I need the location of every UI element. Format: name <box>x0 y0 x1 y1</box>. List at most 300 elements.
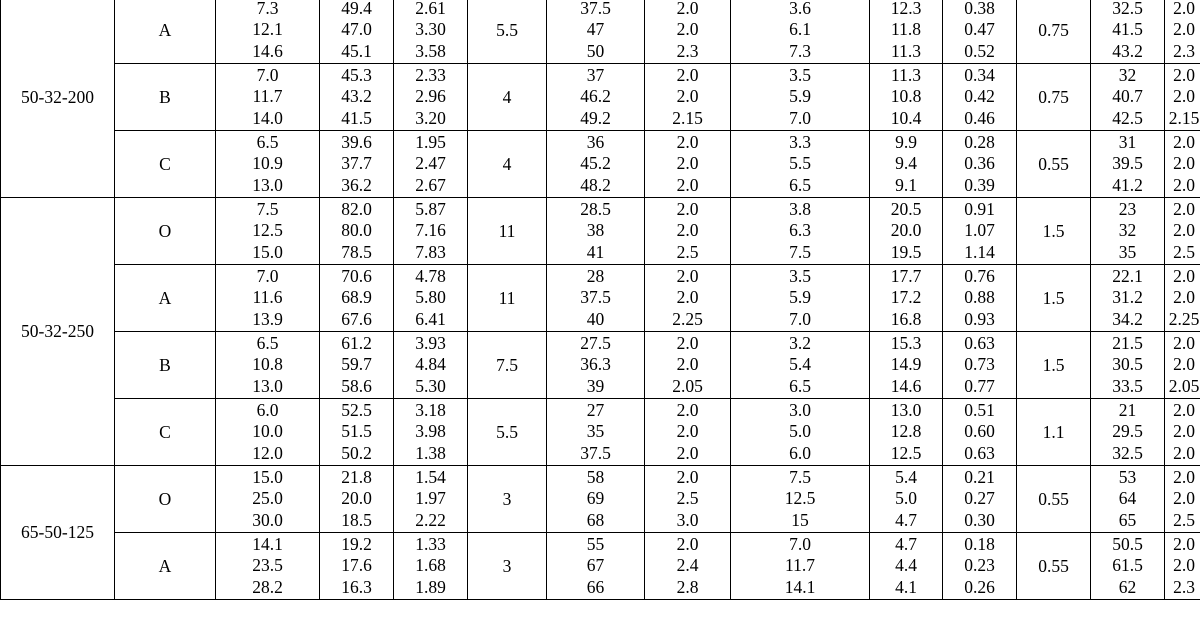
variant-cell: O <box>115 466 216 533</box>
value-stack <box>1091 65 1164 130</box>
value-line: 41.2 <box>1112 174 1143 195</box>
value-stack <box>1165 65 1200 130</box>
value-line: 0.34 <box>964 64 995 85</box>
value-line: 3.8 <box>789 198 811 219</box>
value-line: 5.5 <box>789 153 811 174</box>
value-stack <box>731 266 869 331</box>
value-stack-cell <box>547 533 645 600</box>
value-line: 50.2 <box>341 442 372 463</box>
table-row <box>1 131 1200 198</box>
value-stack <box>1165 467 1200 532</box>
value-line: 14.1 <box>252 533 283 554</box>
value-stack-cell <box>645 466 731 533</box>
value-line: 6.5 <box>789 174 811 195</box>
value-line: 65 <box>1118 509 1137 530</box>
value-line: 15.3 <box>890 332 922 353</box>
value-line: 2.33 <box>415 64 446 85</box>
value-line: 20.5 <box>890 198 922 219</box>
value-line: 2.0 <box>676 265 699 286</box>
value-line: 52.5 <box>341 399 372 420</box>
value-line: 7.5 <box>789 466 811 487</box>
value-stack-cell <box>320 131 394 198</box>
value-line: 2.0 <box>1173 466 1195 487</box>
value-stack-cell <box>320 466 394 533</box>
value-line: 0.76 <box>964 265 995 286</box>
value-line: 2.0 <box>1173 198 1195 219</box>
value-line: 5.4 <box>789 354 811 375</box>
value-stack <box>731 65 869 130</box>
value-stack-cell <box>943 332 1017 399</box>
value-line: 48.2 <box>580 174 611 195</box>
value-line: 0.93 <box>964 308 995 329</box>
value-line: 0.36 <box>964 153 995 174</box>
value-line: 9.4 <box>895 153 917 174</box>
value-line: 45.3 <box>341 64 372 85</box>
value-stack <box>216 0 319 62</box>
value-line: 3.20 <box>415 107 446 128</box>
value-line: 4.84 <box>415 354 446 375</box>
value-line: 1.38 <box>415 442 446 463</box>
value-line: 2.0 <box>676 86 699 107</box>
value-line: 7.0 <box>256 265 279 286</box>
value-stack-cell <box>1165 64 1200 131</box>
value-stack-cell <box>320 64 394 131</box>
value-stack <box>645 266 730 331</box>
value-stack-cell <box>645 64 731 131</box>
value-stack-cell <box>1091 64 1165 131</box>
value-line: 13.0 <box>252 375 283 396</box>
value-line: 3.2 <box>789 332 811 353</box>
value-line: 3.0 <box>676 509 699 530</box>
value-line: 3.5 <box>789 64 811 85</box>
value-stack <box>547 65 644 130</box>
value-line: 2.0 <box>1173 86 1195 107</box>
value-stack <box>943 534 1016 599</box>
value-stack-cell <box>943 198 1017 265</box>
value-stack <box>1165 400 1200 465</box>
value-stack-cell <box>394 0 468 64</box>
value-stack <box>645 0 730 62</box>
value-stack <box>1091 199 1164 264</box>
value-stack-cell <box>547 332 645 399</box>
value-line: 68.9 <box>341 287 372 308</box>
value-line: 58.6 <box>341 375 372 396</box>
value-stack <box>394 467 467 532</box>
value-line: 0.23 <box>964 555 995 576</box>
value-line: 2.0 <box>676 198 699 219</box>
value-stack <box>320 333 393 398</box>
value-stack <box>1165 0 1200 62</box>
value-line: 2.3 <box>1173 576 1195 597</box>
value-line: 2.0 <box>676 153 699 174</box>
value-line: 43.2 <box>341 86 372 107</box>
value-stack-cell <box>394 399 468 466</box>
value-stack-cell <box>731 64 870 131</box>
table-row <box>1 466 1200 533</box>
value-stack <box>394 132 467 197</box>
value-line: 10.0 <box>252 421 283 442</box>
value-line: 2.0 <box>676 442 699 463</box>
value-stack-cell <box>1091 131 1165 198</box>
value-line: 45.2 <box>580 153 611 174</box>
value-line: 9.9 <box>895 131 917 152</box>
value-line: 70.6 <box>341 265 372 286</box>
value-stack-cell <box>320 399 394 466</box>
value-line: 12.5 <box>784 488 816 509</box>
value-line: 0.60 <box>964 421 995 442</box>
value-line: 68 <box>586 509 605 530</box>
single-value-cell: 1.5 <box>1017 332 1091 399</box>
value-line: 67.6 <box>341 308 372 329</box>
value-line: 2.15 <box>672 107 703 128</box>
value-line: 37.5 <box>580 442 611 463</box>
value-line: 16.8 <box>890 308 922 329</box>
value-stack <box>645 65 730 130</box>
value-line: 2.0 <box>1173 399 1195 420</box>
value-stack-cell <box>1091 399 1165 466</box>
value-line: 33.5 <box>1112 375 1143 396</box>
value-line: 7.5 <box>256 198 279 219</box>
value-stack <box>320 132 393 197</box>
value-line: 2.8 <box>676 576 699 597</box>
value-line: 2.0 <box>676 466 699 487</box>
value-stack <box>394 534 467 599</box>
value-stack <box>1091 266 1164 331</box>
value-stack <box>1091 333 1164 398</box>
value-line: 78.5 <box>341 241 372 262</box>
value-line: 27 <box>586 399 605 420</box>
value-line: 2.0 <box>1173 555 1195 576</box>
value-stack-cell <box>216 265 320 332</box>
value-stack <box>216 400 319 465</box>
value-line: 32 <box>1118 220 1137 241</box>
value-line: 21.8 <box>341 466 372 487</box>
value-line: 0.46 <box>964 107 995 128</box>
value-line: 7.0 <box>789 107 811 128</box>
value-line: 2.3 <box>1173 40 1195 61</box>
value-line: 2.61 <box>415 0 446 18</box>
value-line: 11.7 <box>785 555 815 576</box>
value-line: 61.2 <box>341 332 372 353</box>
value-line: 39 <box>586 375 605 396</box>
value-line: 20.0 <box>890 220 922 241</box>
value-stack <box>943 199 1016 264</box>
value-line: 2.0 <box>676 19 699 40</box>
value-line: 0.38 <box>964 0 995 18</box>
value-stack-cell <box>870 332 943 399</box>
value-line: 6.1 <box>789 19 811 40</box>
value-line: 0.63 <box>964 332 995 353</box>
value-line: 0.51 <box>964 399 995 420</box>
single-value-cell: 1.5 <box>1017 198 1091 265</box>
value-line: 30.5 <box>1112 354 1143 375</box>
value-stack <box>1165 534 1200 599</box>
value-line: 10.4 <box>890 107 922 128</box>
value-line: 69 <box>586 488 605 509</box>
value-line: 34.2 <box>1112 308 1143 329</box>
value-line: 6.0 <box>789 442 811 463</box>
value-line: 32 <box>1118 64 1137 85</box>
value-line: 2.96 <box>415 86 446 107</box>
value-stack <box>320 467 393 532</box>
value-line: 9.1 <box>895 174 917 195</box>
single-value-cell: 3 <box>468 466 547 533</box>
value-stack-cell <box>1091 533 1165 600</box>
value-line: 7.16 <box>415 220 446 241</box>
value-stack <box>320 65 393 130</box>
value-line: 14.9 <box>890 354 922 375</box>
value-stack-cell <box>870 64 943 131</box>
value-line: 12.3 <box>890 0 922 18</box>
value-line: 12.8 <box>890 421 922 442</box>
value-line: 62 <box>1118 576 1137 597</box>
value-stack <box>216 467 319 532</box>
value-line: 51.5 <box>341 421 372 442</box>
value-stack <box>1165 199 1200 264</box>
value-line: 3.93 <box>415 332 446 353</box>
value-stack <box>1165 266 1200 331</box>
single-value-cell: 11 <box>468 265 547 332</box>
value-stack <box>943 400 1016 465</box>
value-line: 17.7 <box>890 265 922 286</box>
value-line: 2.5 <box>676 488 699 509</box>
value-line: 31 <box>1118 131 1137 152</box>
value-line: 0.18 <box>964 533 995 554</box>
value-line: 12.0 <box>252 442 283 463</box>
value-stack-cell <box>943 64 1017 131</box>
value-line: 7.5 <box>789 241 811 262</box>
value-stack <box>547 132 644 197</box>
single-value-cell: 0.55 <box>1017 533 1091 600</box>
value-line: 1.33 <box>415 533 446 554</box>
value-stack-cell <box>547 399 645 466</box>
value-line: 25.0 <box>252 488 283 509</box>
value-line: 37.5 <box>580 0 611 18</box>
value-stack-cell <box>1165 131 1200 198</box>
value-stack-cell <box>1165 466 1200 533</box>
single-value-cell: 3 <box>468 533 547 600</box>
value-line: 2.5 <box>1173 509 1195 530</box>
value-line: 67 <box>586 555 605 576</box>
value-stack <box>394 333 467 398</box>
value-line: 23.5 <box>252 555 283 576</box>
value-stack <box>645 534 730 599</box>
value-stack-cell <box>870 399 943 466</box>
variant-cell: A <box>115 533 216 600</box>
value-line: 10.8 <box>890 86 922 107</box>
value-line: 7.83 <box>415 241 446 262</box>
value-stack-cell <box>1091 265 1165 332</box>
value-line: 0.28 <box>964 131 995 152</box>
value-line: 4.7 <box>895 533 917 554</box>
value-stack <box>547 266 644 331</box>
value-stack-cell <box>1091 198 1165 265</box>
value-line: 0.63 <box>964 442 995 463</box>
value-line: 14.6 <box>252 40 283 61</box>
value-stack-cell <box>394 332 468 399</box>
value-line: 0.30 <box>964 509 995 530</box>
value-line: 49.4 <box>341 0 372 18</box>
value-stack <box>216 266 319 331</box>
value-line: 3.98 <box>415 421 446 442</box>
value-line: 18.5 <box>341 509 372 530</box>
value-line: 17.2 <box>890 287 922 308</box>
value-line: 36.3 <box>580 354 611 375</box>
single-value-cell: 4 <box>468 64 547 131</box>
value-line: 27.5 <box>580 332 611 353</box>
value-line: 3.5 <box>789 265 811 286</box>
value-line: 21 <box>1118 399 1137 420</box>
value-line: 2.0 <box>676 421 699 442</box>
value-stack-cell <box>731 399 870 466</box>
value-line: 28.2 <box>252 576 283 597</box>
single-value-cell: 7.5 <box>468 332 547 399</box>
value-stack-cell <box>645 198 731 265</box>
value-stack <box>731 467 869 532</box>
value-stack-cell <box>1165 332 1200 399</box>
value-line: 2.0 <box>1173 0 1195 18</box>
value-stack-cell <box>731 131 870 198</box>
value-line: 28.5 <box>580 198 611 219</box>
value-stack-cell <box>547 131 645 198</box>
value-line: 13.0 <box>252 174 283 195</box>
value-stack <box>216 65 319 130</box>
value-stack <box>547 0 644 62</box>
value-line: 5.80 <box>415 287 446 308</box>
value-line: 35 <box>1118 241 1137 262</box>
value-stack-cell <box>216 399 320 466</box>
value-stack <box>216 333 319 398</box>
value-line: 0.27 <box>964 488 995 509</box>
single-value-cell: 1.5 <box>1017 265 1091 332</box>
value-stack-cell <box>645 265 731 332</box>
value-line: 2.5 <box>1173 241 1195 262</box>
value-line: 35 <box>586 421 605 442</box>
value-line: 5.4 <box>895 466 917 487</box>
value-stack-cell <box>320 533 394 600</box>
value-stack-cell <box>870 533 943 600</box>
variant-cell: B <box>115 332 216 399</box>
value-line: 2.0 <box>676 131 699 152</box>
value-stack-cell <box>216 466 320 533</box>
single-value-cell: 5.5 <box>468 399 547 466</box>
value-stack-cell <box>645 0 731 64</box>
value-line: 0.39 <box>964 174 995 195</box>
value-line: 55 <box>586 533 605 554</box>
value-stack <box>943 65 1016 130</box>
value-stack <box>870 333 942 398</box>
value-line: 11.3 <box>891 40 921 61</box>
value-stack <box>870 534 942 599</box>
table-row <box>1 198 1200 265</box>
value-line: 37.7 <box>341 153 372 174</box>
table-row <box>1 265 1200 332</box>
value-line: 2.0 <box>1173 287 1195 308</box>
value-stack <box>1091 534 1164 599</box>
value-stack-cell <box>731 533 870 600</box>
value-line: 2.0 <box>676 64 699 85</box>
value-line: 46.2 <box>580 86 611 107</box>
value-stack <box>870 0 942 62</box>
value-line: 3.30 <box>415 19 446 40</box>
value-line: 40 <box>586 308 605 329</box>
value-line: 5.0 <box>789 421 811 442</box>
model-cell: 65-50-125 <box>1 466 115 600</box>
value-line: 2.05 <box>672 375 703 396</box>
value-stack-cell <box>216 64 320 131</box>
value-line: 2.0 <box>1173 332 1195 353</box>
value-line: 14.1 <box>784 576 816 597</box>
value-line: 37 <box>586 64 605 85</box>
value-line: 23 <box>1118 198 1137 219</box>
value-line: 3.3 <box>789 131 811 152</box>
value-stack <box>1091 132 1164 197</box>
value-line: 2.67 <box>415 174 446 195</box>
value-line: 2.5 <box>676 241 699 262</box>
value-stack <box>1165 333 1200 398</box>
value-line: 2.0 <box>676 174 699 195</box>
model-cell: 50-32-250 <box>1 198 115 466</box>
value-line: 47.0 <box>341 19 372 40</box>
value-line: 2.0 <box>1173 19 1195 40</box>
value-stack-cell <box>320 198 394 265</box>
value-line: 2.0 <box>1173 442 1195 463</box>
value-line: 49.2 <box>580 107 611 128</box>
single-value-cell: 4 <box>468 131 547 198</box>
value-line: 5.30 <box>415 375 446 396</box>
value-stack-cell <box>1165 198 1200 265</box>
single-value-cell: 1.1 <box>1017 399 1091 466</box>
value-line: 1.95 <box>415 131 446 152</box>
value-stack-cell <box>870 131 943 198</box>
value-line: 7.0 <box>789 533 811 554</box>
value-stack <box>870 266 942 331</box>
value-stack <box>1091 0 1164 62</box>
value-line: 66 <box>586 576 605 597</box>
value-line: 1.07 <box>964 220 995 241</box>
value-line: 41.5 <box>341 107 372 128</box>
value-line: 1.14 <box>964 241 995 262</box>
value-stack <box>216 199 319 264</box>
value-line: 64 <box>1118 488 1137 509</box>
value-line: 2.3 <box>676 40 699 61</box>
value-line: 7.0 <box>256 64 279 85</box>
value-line: 37.5 <box>580 287 611 308</box>
value-line: 12.5 <box>252 220 283 241</box>
value-line: 45.1 <box>341 40 372 61</box>
value-stack <box>943 467 1016 532</box>
value-line: 2.4 <box>676 555 699 576</box>
value-stack <box>320 400 393 465</box>
value-stack-cell <box>943 399 1017 466</box>
single-value-cell: 0.55 <box>1017 131 1091 198</box>
value-stack-cell <box>394 533 468 600</box>
value-line: 43.2 <box>1112 40 1143 61</box>
value-line: 10.9 <box>252 153 283 174</box>
value-line: 0.42 <box>964 86 995 107</box>
value-stack-cell <box>1091 466 1165 533</box>
value-line: 32.5 <box>1112 442 1143 463</box>
single-value-cell: 0.75 <box>1017 64 1091 131</box>
value-line: 41 <box>586 241 605 262</box>
value-line: 15 <box>791 509 809 530</box>
value-stack <box>320 0 393 62</box>
value-line: 2.05 <box>1168 375 1200 396</box>
value-line: 42.5 <box>1112 107 1143 128</box>
value-line: 47 <box>586 19 605 40</box>
value-line: 58 <box>586 466 605 487</box>
value-stack-cell <box>1091 332 1165 399</box>
